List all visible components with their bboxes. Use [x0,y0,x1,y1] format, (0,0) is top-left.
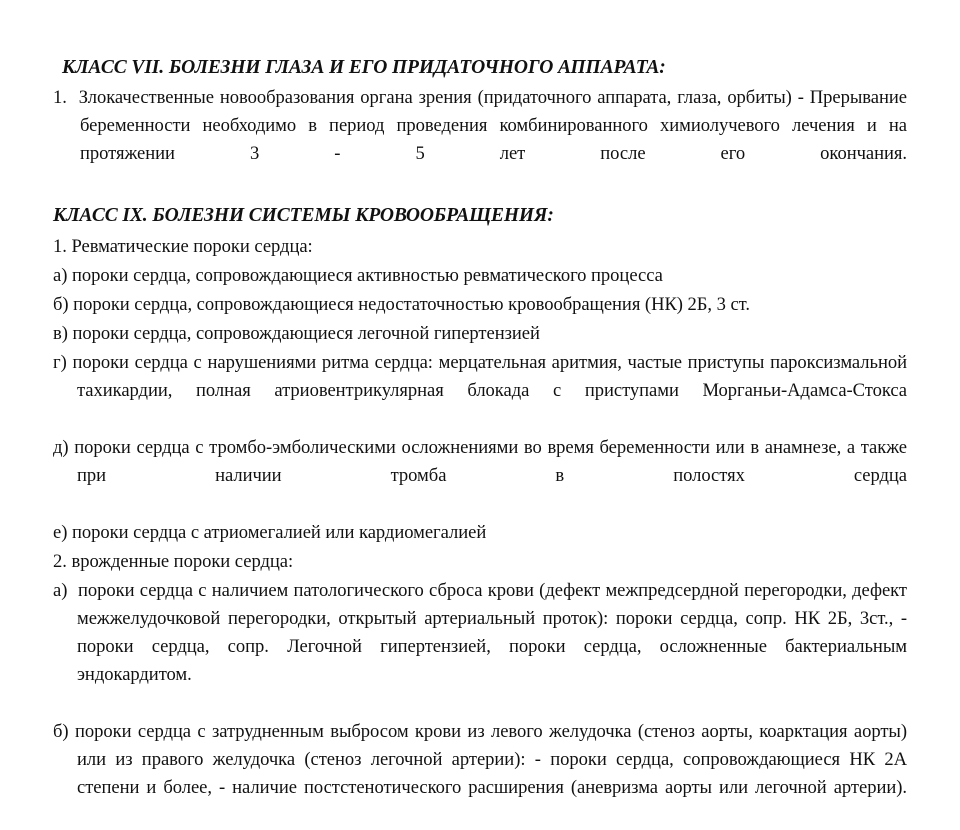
list-item-text: пороки сердца с нарушениями ритма сердца: мерцательная аритмия, частые приступы пароксизмальной тахикардии, полная атриовентрикулярная блокада с приступами Морганьи-Адамса-Стокса [72,352,907,401]
list-marker: б) [53,294,69,315]
list-marker: е) [53,522,68,543]
list-item-class-ix-2 [53,548,907,576]
list-marker: а) [53,580,68,601]
list-item-text: Злокачественные новообразования органа зрения (придаточного аппарата, глаза, орбиты) - Прерывание беременности необходимо в период проведения комбинированного химиолучевого лечения и на протяжении 3 - 5 лет после его окончания. [78,87,907,164]
list-item-class-ix-2b [53,718,907,830]
list-marker: а) [53,265,68,286]
list-item-text: пороки сердца, сопровождающиеся легочной гипертензией [72,323,540,344]
list-marker: д) [53,437,69,458]
list-marker: г) [53,352,67,373]
list-item-text: пороки сердца с атриомегалией или кардиомегалией [71,522,487,543]
list-item-text: пороки сердца с затрудненным выбросом крови из левого желудочка (стеноз аорты, коарктация аорты) или из правого желудочка (стеноз легочной артерии): - пороки сердца, сопровождающиеся НК 2А степени и более, - наличие постстенотического расширения (аневризма аорты или легочной артерии). [74,721,907,798]
list-item-class-ix-1d [53,434,907,518]
list-marker: в) [53,323,68,344]
list-marker: 2. [53,551,67,572]
list-marker: 1. [53,236,67,257]
list-item-text: пороки сердца, сопровождающиеся недостаточностью кровообращения (НК) 2Б, 3 ст. [73,294,750,315]
list-item-class-ix-1a [53,262,907,290]
list-item-class-ix-1v [53,320,907,348]
list-item-class-vii-1 [53,84,907,196]
section-heading-class-ix: КЛАСС IX. БОЛЕЗНИ СИСТЕМЫ КРОВООБРАЩЕНИЯ: [53,205,554,226]
list-item-class-ix-1e [53,519,907,547]
section-heading-class-vii: КЛАСС VII. БОЛЕЗНИ ГЛАЗА И ЕГО ПРИДАТОЧНОГО АППАРАТА: [62,57,666,78]
list-item-text: врожденные пороки сердца: [71,551,294,572]
list-item-class-ix-1 [53,233,907,261]
list-marker: 1. [53,87,67,108]
list-item-class-ix-2a [53,577,907,717]
list-marker: б) [53,721,69,742]
list-item-text: Ревматические пороки сердца: [71,236,313,257]
document-body [53,54,907,830]
list-item-text: пороки сердца, сопровождающиеся активностью ревматического процесса [71,265,663,286]
list-item-class-ix-1b [53,291,907,319]
list-item-text: пороки сердца с тромбо-эмболическими осложнениями во время беременности или в анамнезе, а также при наличии тромба в полостях сердца [74,437,907,486]
list-item-class-ix-1g [53,349,907,433]
list-item-text: пороки сердца с наличием патологического сброса крови (дефект межпредсердной перегородки, дефект межжелудочковой перегородки, открытый артериальный проток): пороки сердца, сопр. НК 2Б, 3ст., - пороки сердца, сопр. Легочной гипертензией, пороки сердца, осложненные бактериальным эндокардитом. [77,580,907,685]
